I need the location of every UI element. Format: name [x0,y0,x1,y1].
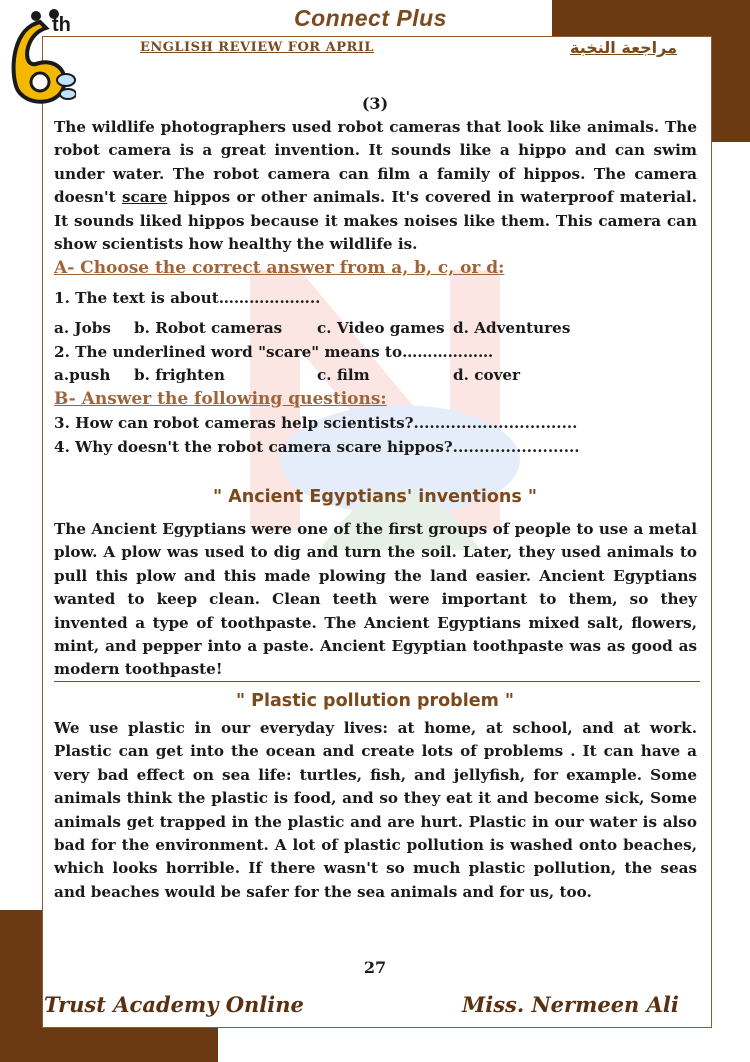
robot-camera-passage [54,116,697,256]
question-1: 1. The text is about……………….. [54,289,321,307]
q1-option-b: b. Robot cameras [134,319,283,337]
q1-option-a: a. Jobs [54,319,111,337]
arabic-title: مراجعة النخبة [570,38,677,57]
brand-title: Connect Plus [294,5,447,31]
q1-option-d: d. Adventures [453,319,571,337]
q2-option-a: a.push [54,366,111,384]
plastic-heading: " Plastic pollution problem " [235,691,515,711]
question-2: 2. The underlined word "scare" means to……………… [54,343,494,361]
part-a-title: A- Choose the correct answer from a, b, c, or d: [54,258,505,278]
underlined-word: scare [121,188,168,207]
q2-option-c: c. film [317,366,370,384]
question-3: 3. How can robot cameras help scientists?............................... [54,414,578,432]
part-b-title: B- Answer the following questions: [54,389,387,409]
plastic-passage: We use plastic in our everyday lives: at home, at school, and at work. Plastic can get into the ocean and create lots of problems . It can have a very bad effect on sea life: turtles, fish, and jellyfish, for example. Some animals think the plastic is food, and so they eat it and become sick, Some animals get trapped in the plastic and are hurt. Plastic in our water is also bad for the environment. A lot of plastic pollution is washed onto beaches, which looks horrible. If there wasn't so much plastic pollution, the seas and beaches would be safer for the sea animals and for us, too. [54,719,697,901]
footer-teacher: Miss. Nermeen Ali [462,992,679,1017]
egyptians-passage: The Ancient Egyptians were one of the first groups of people to use a metal plow. A plow was used to dig and turn the soil. Later, they used animals to pull this plow and this made plowing the land easier. Ancient Egyptians wanted to keep clean. Clean teeth were important to them, so they invented a type of toothpaste. The Ancient Egyptians mixed salt, flowers, mint, and pepper into a paste. Ancient Egyptian toothpaste was as good as modern toothpaste! [54,520,697,679]
q2-option-b: b. frighten [134,366,225,384]
passage-text-start: The wildlife photographers used robot cameras that look like animals. The robot camera is a great invention. It sounds like a hippo and can swim under water. The robot camera can film a family of hippos. The camera doesn't [54,118,697,207]
q1-option-c: c. Video games [317,319,445,337]
page-number: 27 [363,958,387,977]
passage-text-end: hippos or other animals. It's covered in waterproof material. It sounds liked hippos because it makes noises like them. This camera can show scientists how healthy the wildlife is. [54,188,697,254]
footer-academy: Trust Academy Online [44,992,304,1017]
egyptians-heading: " Ancient Egyptians' inventions " [213,487,537,507]
q2-option-d: d. cover [453,366,521,384]
question-4: 4. Why doesn't the robot camera scare hippos?........................ [54,438,580,456]
review-subtitle: ENGLISH REVIEW FOR APRIL [140,40,374,55]
section-divider [54,681,700,682]
section-number: (3) [361,94,389,113]
logo-th-label: th [52,14,71,36]
